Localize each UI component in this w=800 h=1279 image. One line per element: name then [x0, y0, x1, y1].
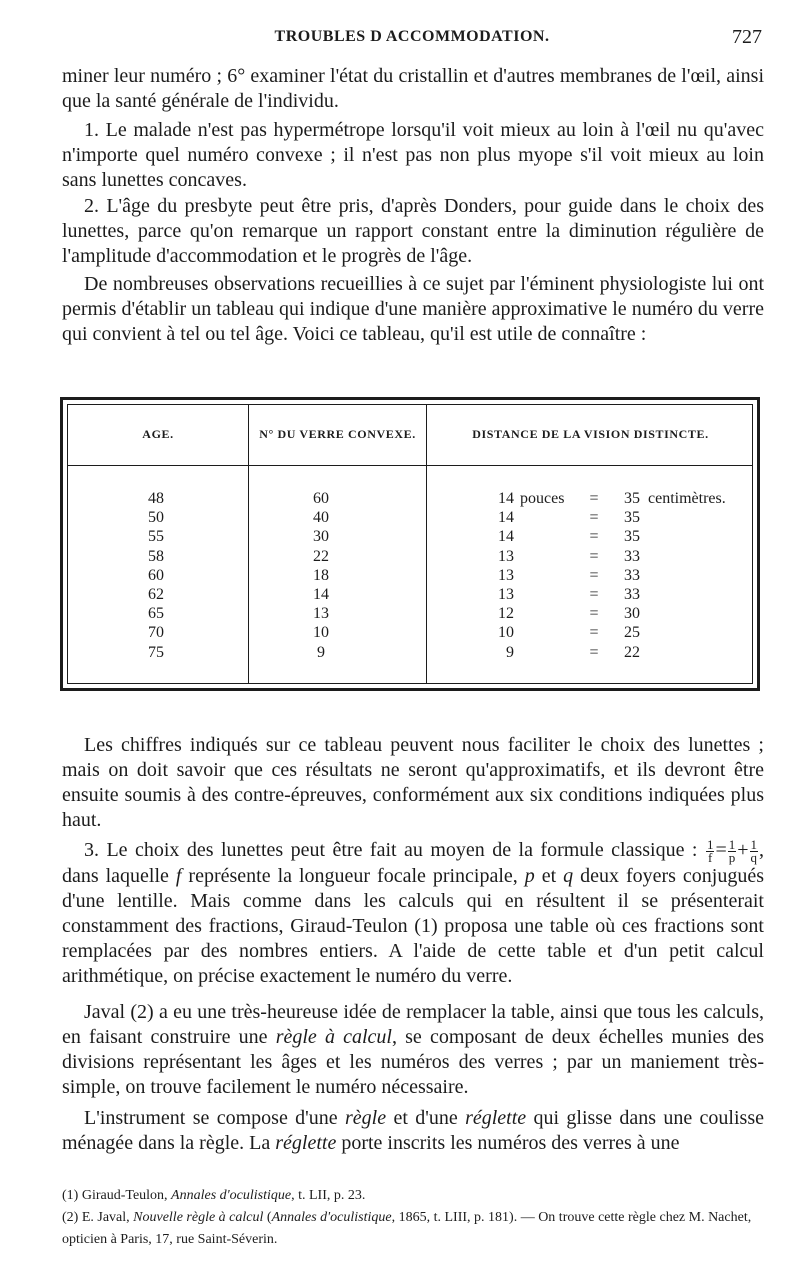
paragraph-point-3: 3. Le choix des lunettes peut être fait au moyen de la formule classique : $\frac{1}{f}$ = $\frac{1}{p}$ + $\frac{1}{q}$ , dans laquelle f représente la longueur focale principale, p et q deux foyers conjugués d'une lentille. Mais comme dans les calculs qui en résultent il se présenterait constamment des fractions, Giraud-Teulon (1) proposa une table où ces fractions sont remplacées par des nombres entiers. A l'aide de cette table et d'un petit calcul arithmétique, on précise exactement le numéro du verre.	[62, 836, 765, 987]
cell-age: 58	[148, 547, 164, 565]
header-verre: N° DU VERRE CONVEXE.	[259, 427, 416, 441]
cell-equals: =	[589, 624, 599, 642]
cell-cm: 35	[624, 509, 640, 527]
paragraph-text: 1. Le malade n'est pas hypermétrope lorsqu'il voit mieux au loin à l'œil nu qu'avec n'importe quel numéro convexe ; il n'est pas non plus myope s'il voit mieux au loin sans lunettes concaves.	[62, 119, 764, 191]
cell-verre: 10	[313, 624, 329, 642]
table-row	[68, 585, 752, 604]
header-rule	[68, 465, 752, 466]
cell-cm: 35	[624, 490, 640, 507]
running-title: TROUBLES D ACCOMMODATION.	[274, 28, 550, 45]
cell-cm: 33	[624, 547, 640, 565]
footnotes	[62, 1185, 764, 1251]
page-number: 727	[732, 26, 762, 48]
cell-equals: =	[589, 566, 599, 584]
cell-equals: =	[589, 547, 599, 565]
table-row	[68, 643, 752, 662]
cell-verre: 60	[313, 490, 329, 507]
paragraph-point-2	[62, 194, 764, 269]
cell-cm: 25	[624, 624, 640, 642]
paragraph-instrument: L'instrument se compose d'une règle et d'une réglette qui glisse dans une coulisse ménagée dans la règle. La réglette porte inscrits les numéros des verres à une	[62, 1107, 764, 1154]
paragraph-text: 3. Le choix des lunettes peut être fait au moyen de la formule classique :	[84, 839, 698, 861]
paragraph-text: miner leur numéro ; 6° examiner l'état du cristallin et d'autres membranes de l'œil, ainsi que la santé générale de l'individu.	[62, 65, 764, 112]
cell-equals: =	[589, 509, 599, 527]
cell-age: 50	[148, 509, 164, 527]
cell-pouces: 14	[498, 509, 514, 527]
cell-equals: =	[589, 586, 599, 603]
cell-verre: 30	[313, 528, 329, 546]
cell-cm: 33	[624, 566, 640, 584]
cell-pouces: 13	[498, 586, 514, 603]
cell-age: 62	[148, 586, 164, 603]
cell-pouces: 10	[498, 624, 514, 642]
table-inner-frame	[67, 404, 753, 684]
table-row	[68, 547, 752, 566]
cell-verre: 18	[313, 566, 329, 584]
cell-age: 60	[148, 566, 164, 584]
footnote-1: (1) Giraud-Teulon, Annales d'oculistique, t. LII, p. 23.	[62, 1188, 366, 1203]
cell-pouces: 13	[498, 566, 514, 584]
cell-age: 75	[148, 643, 164, 661]
cell-verre: 22	[313, 547, 329, 565]
cell-equals: =	[589, 528, 599, 546]
cell-age: 48	[148, 490, 164, 507]
cell-unit-inches: pouces	[520, 490, 565, 507]
cell-verre: 9	[317, 643, 325, 661]
fraction-1-over-f: $\frac{1}{f}$	[706, 836, 714, 865]
cell-equals: =	[589, 490, 599, 507]
header-distance: DISTANCE DE LA VISION DISTINCTE.	[472, 427, 709, 441]
paragraph-chiffres	[62, 733, 764, 833]
cell-age: 65	[148, 605, 164, 623]
table-row	[68, 623, 752, 642]
table-row	[68, 489, 752, 508]
cell-equals: =	[589, 605, 599, 623]
fraction-1-over-p: $\frac{1}{p}$	[728, 836, 736, 865]
paragraph-text: 2. L'âge du presbyte peut être pris, d'après Donders, pour guide dans le choix des lunettes, parce qu'on remarque un rapport constant entre la diminution régulière de l'amplitude d'accommodation et le progrès de l'âge.	[62, 195, 764, 267]
cell-pouces: 14	[498, 528, 514, 546]
table-row	[68, 566, 752, 585]
cell-cm: 22	[624, 643, 640, 661]
table-row	[68, 604, 752, 623]
cell-verre: 13	[313, 605, 329, 623]
cell-age: 70	[148, 624, 164, 642]
paragraph-text: De nombreuses observations recueillies à ce sujet par l'éminent physiologiste lui ont permis d'établir un tableau qui indique d'une manière approximative le numéro du verre qui convient à tel ou tel âge. Voici ce tableau, qu'il est utile de connaître :	[62, 273, 764, 345]
cell-equals: =	[589, 643, 599, 661]
cell-pouces: 14	[498, 490, 514, 507]
cell-unit-cm: centimètres.	[648, 490, 726, 507]
cell-pouces: 13	[498, 547, 514, 565]
cell-cm: 30	[624, 605, 640, 623]
cell-verre: 14	[313, 586, 329, 603]
paragraph-javal: Javal (2) a eu une très-heureuse idée de remplacer la table, ainsi que tous les calculs, en faisant construire une règle à calcul, se composant de deux échelles munies des divisions représentant les âges et les numéros des verres ; par un maniement très-simple, on trouve facilement le numéro nécessaire.	[62, 1001, 764, 1098]
cell-verre: 40	[313, 509, 329, 527]
footnote-2: (2) E. Javal, Nouvelle règle à calcul (Annales d'oculistique, 1865, t. LIII, p. 181). — On trouve cette règle chez M. Nachet, opticien à Paris, 17, rue Saint-Séverin.	[62, 1210, 752, 1247]
paragraph-observations	[62, 272, 764, 347]
fraction-1-over-q: $\frac{1}{q}$	[750, 836, 758, 865]
table-row	[68, 527, 752, 546]
cell-cm: 33	[624, 586, 640, 603]
donders-age-table	[60, 397, 760, 691]
cell-cm: 35	[624, 528, 640, 546]
cell-age: 55	[148, 528, 164, 546]
paragraph-text: Les chiffres indiqués sur ce tableau peuvent nous faciliter le choix des lunettes ; mais on doit savoir que ces résultats ne seront qu'approximatifs, et ils devront être ensuite soumis à des contre-épreuves, conformément aux six conditions indiquées plus haut.	[62, 734, 764, 831]
paragraph-point-1	[62, 118, 764, 193]
paragraph-continuation	[62, 64, 764, 114]
header-age: AGE.	[142, 427, 174, 441]
cell-pouces: 12	[498, 605, 514, 623]
page-header	[62, 28, 762, 56]
cell-pouces: 9	[506, 643, 514, 661]
table-row	[68, 508, 752, 527]
